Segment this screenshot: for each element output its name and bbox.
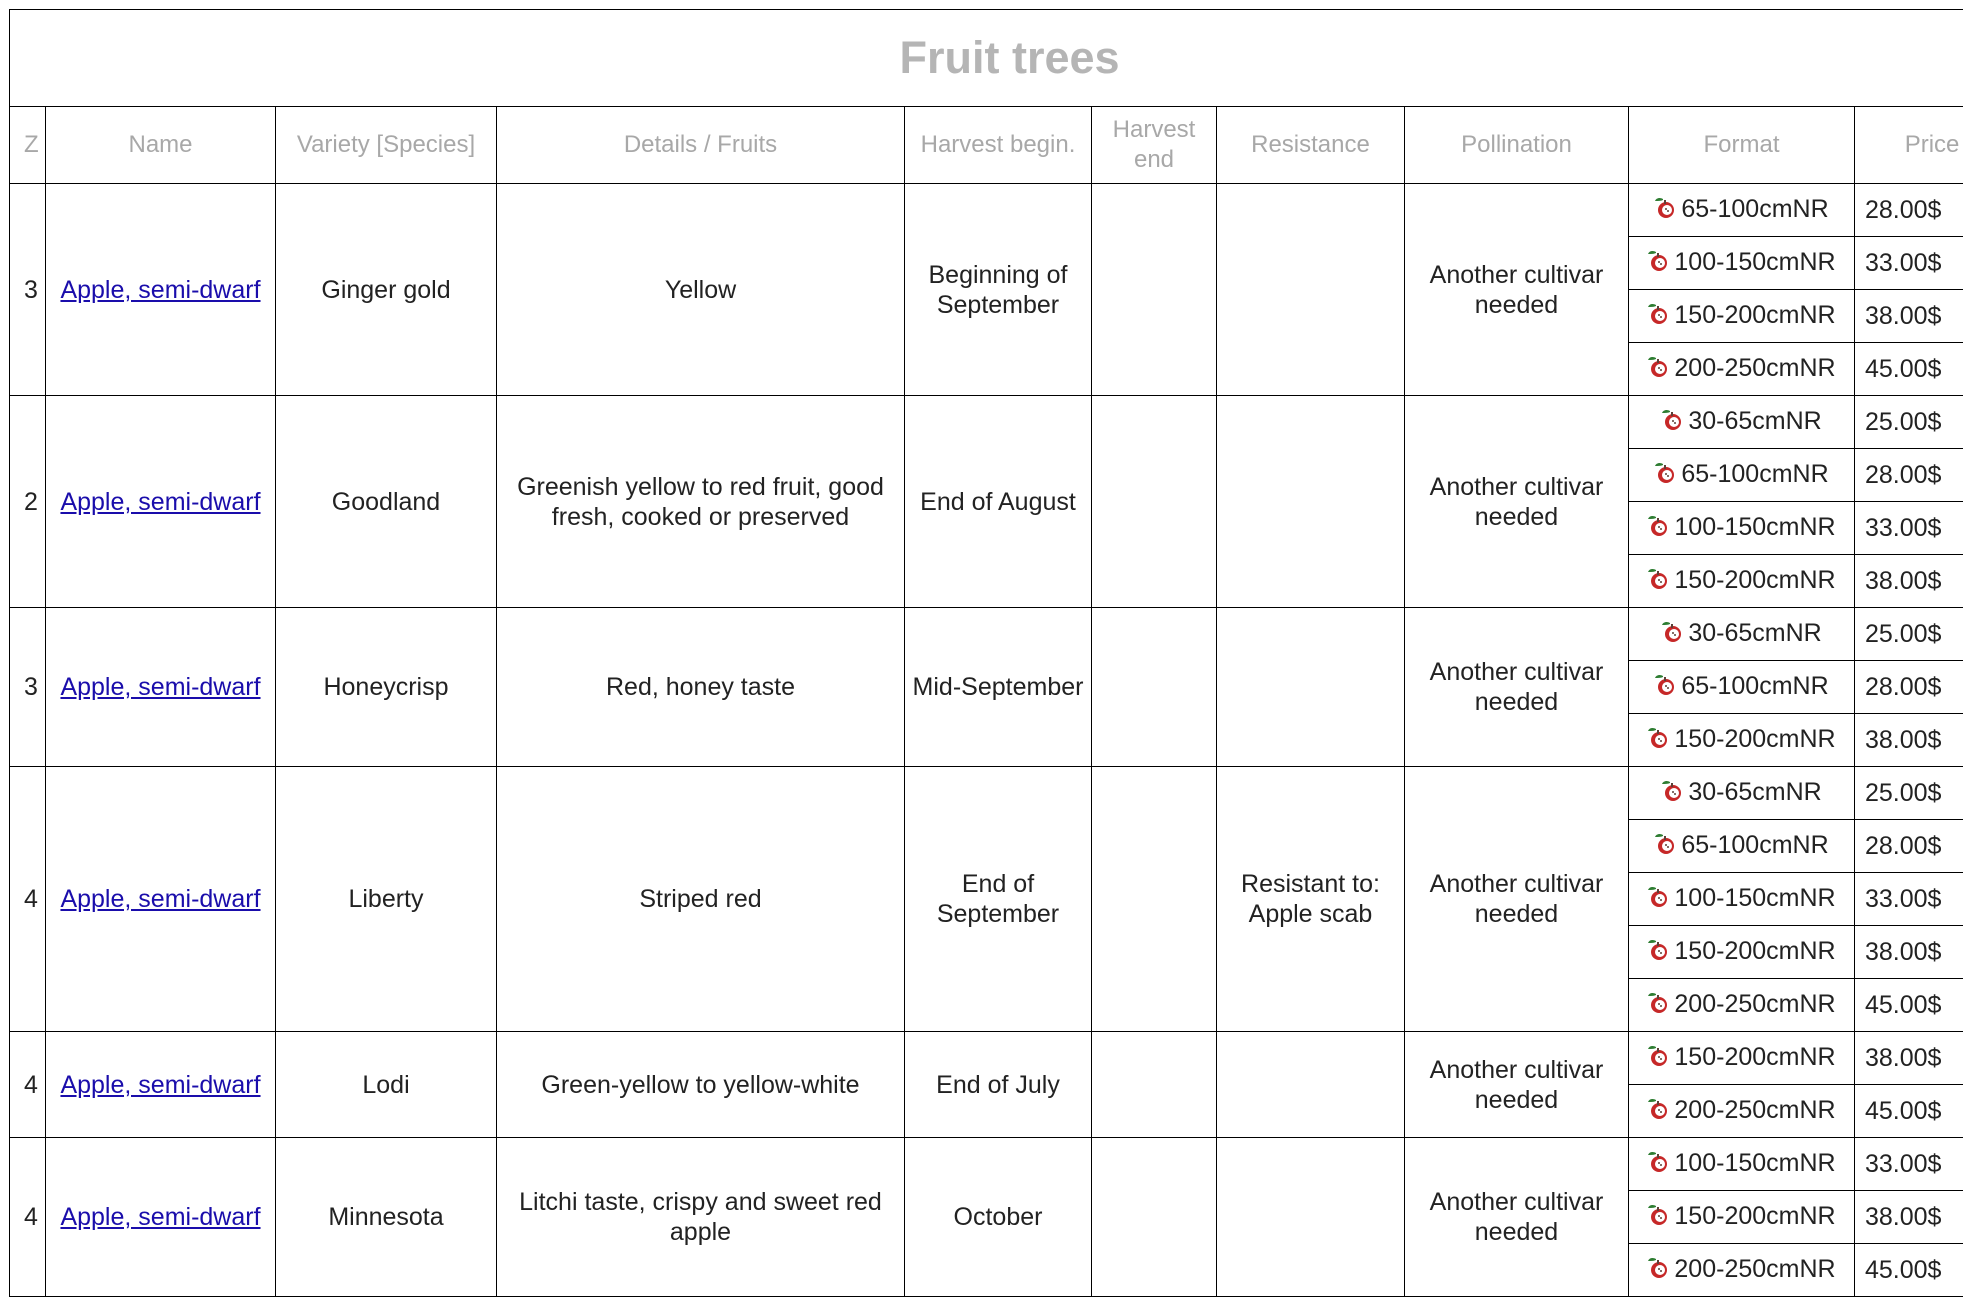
pollination-cell: Another cultivar needed	[1405, 608, 1629, 767]
price-cell: 25.00$	[1855, 396, 1963, 449]
format-cell[interactable]	[1629, 661, 1855, 714]
variety-cell: Goodland	[276, 396, 497, 608]
format-size: 150-200cmNR	[1674, 725, 1836, 753]
column-header-resistance: Resistance	[1217, 107, 1405, 184]
format-cell[interactable]	[1629, 873, 1855, 926]
table-row	[10, 1032, 1963, 1085]
pollination-cell: Another cultivar needed	[1405, 396, 1629, 608]
zone-cell: 3	[10, 184, 46, 396]
harvest-begin-cell: End of August	[905, 396, 1092, 608]
format-cell[interactable]	[1629, 1138, 1855, 1191]
details-cell: Striped red	[497, 767, 905, 1032]
pollination-cell: Another cultivar needed	[1405, 1138, 1629, 1297]
zone-cell: 3	[10, 608, 46, 767]
column-header-name: Name	[46, 107, 276, 184]
fruit-trees-table-container	[9, 9, 1963, 1312]
format-cell[interactable]	[1629, 1191, 1855, 1244]
table-body	[10, 184, 1963, 1297]
harvest-end-cell	[1092, 396, 1217, 608]
price-cell: 28.00$	[1855, 184, 1963, 237]
apple-icon	[1647, 1097, 1669, 1127]
apple-icon	[1647, 885, 1669, 915]
format-size: 200-250cmNR	[1674, 1255, 1836, 1283]
details-cell: Yellow	[497, 184, 905, 396]
format-cell[interactable]	[1629, 502, 1855, 555]
price-cell: 28.00$	[1855, 449, 1963, 502]
format-cell[interactable]	[1629, 1244, 1855, 1297]
pollination-cell: Another cultivar needed	[1405, 184, 1629, 396]
column-header-price: Price	[1855, 107, 1963, 184]
column-header-harvest-begin: Harvest begin.	[905, 107, 1092, 184]
resistance-cell	[1217, 608, 1405, 767]
format-size: 65-100cmNR	[1681, 460, 1829, 488]
format-cell[interactable]	[1629, 1032, 1855, 1085]
format-size: 100-150cmNR	[1674, 248, 1836, 276]
price-cell: 33.00$	[1855, 237, 1963, 290]
format-size: 100-150cmNR	[1674, 1149, 1836, 1177]
format-size: 200-250cmNR	[1674, 990, 1836, 1018]
apple-icon	[1647, 355, 1669, 385]
name-cell	[46, 1138, 276, 1297]
format-cell[interactable]	[1629, 1085, 1855, 1138]
zone-cell: 2	[10, 396, 46, 608]
format-cell[interactable]	[1629, 396, 1855, 449]
apple-icon	[1661, 408, 1683, 438]
price-cell: 38.00$	[1855, 1032, 1963, 1085]
product-name-link[interactable]: Apple, semi-dwarf	[60, 673, 261, 701]
format-size: 65-100cmNR	[1681, 672, 1829, 700]
variety-cell: Lodi	[276, 1032, 497, 1138]
price-cell: 45.00$	[1855, 1085, 1963, 1138]
harvest-begin-cell: End of September	[905, 767, 1092, 1032]
table-row	[10, 396, 1963, 449]
harvest-begin-cell: Beginning of September	[905, 184, 1092, 396]
format-size: 65-100cmNR	[1681, 831, 1829, 859]
apple-icon	[1647, 1203, 1669, 1233]
table-row	[10, 767, 1963, 820]
price-cell: 25.00$	[1855, 767, 1963, 820]
harvest-end-cell	[1092, 767, 1217, 1032]
harvest-end-cell	[1092, 1138, 1217, 1297]
apple-icon	[1647, 938, 1669, 968]
table-row	[10, 1138, 1963, 1191]
product-name-link[interactable]: Apple, semi-dwarf	[60, 487, 261, 516]
variety-cell: Minnesota	[276, 1138, 497, 1297]
format-size: 65-100cmNR	[1681, 195, 1829, 223]
resistance-cell	[1217, 184, 1405, 396]
format-size: 150-200cmNR	[1674, 1202, 1836, 1230]
variety-cell: Ginger gold	[276, 184, 497, 396]
apple-icon	[1654, 673, 1676, 703]
name-cell	[46, 184, 276, 396]
price-cell: 25.00$	[1855, 608, 1963, 661]
price-cell: 45.00$	[1855, 1244, 1963, 1297]
zone-cell: 4	[10, 1138, 46, 1297]
price-cell: 28.00$	[1855, 820, 1963, 873]
format-cell[interactable]	[1629, 184, 1855, 237]
apple-icon	[1647, 1044, 1669, 1074]
format-size: 200-250cmNR	[1674, 1096, 1836, 1124]
format-size: 150-200cmNR	[1674, 301, 1836, 329]
apple-icon	[1647, 1150, 1669, 1180]
format-cell[interactable]	[1629, 820, 1855, 873]
harvest-end-cell	[1092, 184, 1217, 396]
price-cell: 45.00$	[1855, 343, 1963, 396]
apple-icon	[1661, 620, 1683, 650]
format-cell[interactable]	[1629, 767, 1855, 820]
format-cell[interactable]	[1629, 608, 1855, 661]
format-cell[interactable]	[1629, 555, 1855, 608]
harvest-begin-cell: Mid-September	[905, 608, 1092, 767]
resistance-cell	[1217, 1138, 1405, 1297]
details-cell: Litchi taste, crispy and sweet red apple	[497, 1138, 905, 1297]
zone-cell: 4	[10, 1032, 46, 1138]
price-cell: 33.00$	[1855, 502, 1963, 555]
format-size: 150-200cmNR	[1674, 1043, 1836, 1071]
column-header-format: Format	[1629, 107, 1855, 184]
format-size: 100-150cmNR	[1674, 513, 1836, 541]
details-cell: Green-yellow to yellow-white	[497, 1032, 905, 1138]
pollination-cell: Another cultivar needed	[1405, 1032, 1629, 1138]
format-size: 30-65cmNR	[1688, 619, 1822, 647]
apple-icon	[1647, 302, 1669, 332]
format-size: 150-200cmNR	[1674, 566, 1836, 594]
format-cell[interactable]	[1629, 714, 1855, 767]
apple-icon	[1647, 1256, 1669, 1286]
pollination-cell: Another cultivar needed	[1405, 767, 1629, 1032]
apple-icon	[1661, 779, 1683, 809]
price-cell: 28.00$	[1855, 661, 1963, 714]
price-cell: 33.00$	[1855, 873, 1963, 926]
apple-icon	[1654, 196, 1676, 226]
name-cell	[46, 396, 276, 608]
harvest-end-cell	[1092, 608, 1217, 767]
name-cell	[46, 767, 276, 1032]
product-name-link[interactable]: Apple, semi-dwarf	[60, 885, 261, 913]
format-cell[interactable]	[1629, 926, 1855, 979]
price-cell: 38.00$	[1855, 555, 1963, 608]
apple-icon	[1647, 567, 1669, 597]
column-header-pollination: Pollination	[1405, 107, 1629, 184]
resistance-cell	[1217, 1032, 1405, 1138]
format-size: 100-150cmNR	[1674, 884, 1836, 912]
table-row	[10, 608, 1963, 661]
product-name-link[interactable]: Apple, semi-dwarf	[60, 1070, 261, 1099]
column-header-harvest-end: Harvest end	[1092, 107, 1217, 184]
product-name-link[interactable]: Apple, semi-dwarf	[60, 1203, 261, 1231]
format-cell[interactable]	[1629, 343, 1855, 396]
resistance-cell: Resistant to: Apple scab	[1217, 767, 1405, 1032]
price-cell: 38.00$	[1855, 1191, 1963, 1244]
harvest-begin-cell: End of July	[905, 1032, 1092, 1138]
apple-icon	[1654, 832, 1676, 862]
column-header-details: Details / Fruits	[497, 107, 905, 184]
column-header-z: Z	[10, 107, 46, 184]
column-header-row	[10, 107, 1963, 184]
variety-cell: Honeycrisp	[276, 608, 497, 767]
format-cell[interactable]	[1629, 290, 1855, 343]
column-header-variety: Variety [Species]	[276, 107, 497, 184]
harvest-end-cell	[1092, 1032, 1217, 1138]
price-cell: 33.00$	[1855, 1138, 1963, 1191]
harvest-begin-cell: October	[905, 1138, 1092, 1297]
format-size: 30-65cmNR	[1688, 407, 1822, 435]
table-row	[10, 184, 1963, 237]
format-size: 30-65cmNR	[1688, 778, 1822, 806]
format-size: 200-250cmNR	[1674, 354, 1836, 382]
table-title: Fruit trees	[10, 10, 1963, 107]
apple-icon	[1647, 726, 1669, 756]
details-cell: Greenish yellow to red fruit, good fresh, cooked or preserved	[497, 396, 905, 608]
product-name-link[interactable]: Apple, semi-dwarf	[60, 275, 261, 304]
resistance-cell	[1217, 396, 1405, 608]
apple-icon	[1647, 514, 1669, 544]
price-cell: 38.00$	[1855, 290, 1963, 343]
fruit-trees-table	[9, 9, 1963, 1297]
apple-icon	[1654, 461, 1676, 491]
price-cell: 38.00$	[1855, 714, 1963, 767]
format-size: 150-200cmNR	[1674, 937, 1836, 965]
zone-cell: 4	[10, 767, 46, 1032]
details-cell: Red, honey taste	[497, 608, 905, 767]
apple-icon	[1647, 249, 1669, 279]
format-cell[interactable]	[1629, 237, 1855, 290]
price-cell: 38.00$	[1855, 926, 1963, 979]
format-cell[interactable]	[1629, 449, 1855, 502]
format-cell[interactable]	[1629, 979, 1855, 1032]
name-cell	[46, 608, 276, 767]
apple-icon	[1647, 991, 1669, 1021]
price-cell: 45.00$	[1855, 979, 1963, 1032]
name-cell	[46, 1032, 276, 1138]
variety-cell: Liberty	[276, 767, 497, 1032]
